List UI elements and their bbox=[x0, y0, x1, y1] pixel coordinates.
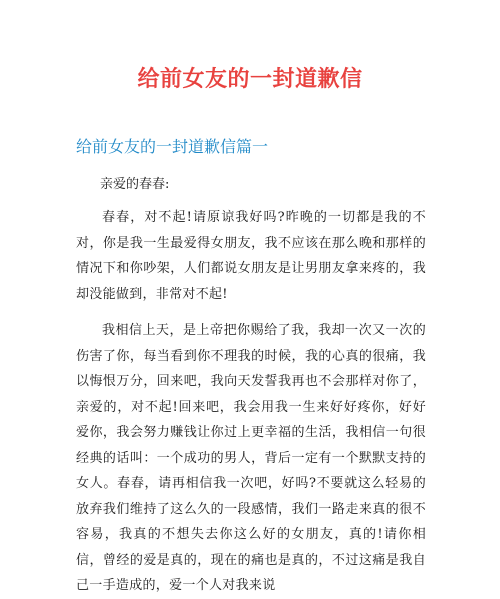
document-title: 给前女友的一封道歉信 bbox=[137, 67, 363, 92]
body-paragraph: 春春，对不起!请原谅我好吗?昨晚的一切都是我的不对，你是我一生最爱得女朋友，我不应该在那么晚和那样的情况下和你吵架，人们都说女朋友是让男朋友拿来疼的，我却没能做到，非常对不起! bbox=[76, 210, 426, 302]
letter-salutation: 亲爱的春春: bbox=[100, 177, 170, 192]
section-heading: 给前女友的一封道歉信篇一 bbox=[76, 137, 269, 156]
body-paragraph: 我相信上天，是上帝把你赐给了我，我却一次又一次的伤害了你，每当看到你不理我的时候，我的心真的很痛，我以悔恨万分，回来吧，我向天发誓我再也不会那样对你了，亲爱的，对不起!回来吧，我会用我一生来好好疼你，好好爱你，我会努力赚钱让你过上更幸福的生活，我相信一句很经典的话叫：一个成功的男人，背后一定有一个默默支持的女人。春春，请再相信我一次吧，好吗?不要就这么轻易的放弃我们维持了这么久的一段感情，我们一路走来真的很不容易，我真的不想失去你这么好的女朋友，真的!请你相信，曾经的爱是真的，现在的痛也是真的，不过这痛是我自己一手造成的，爱一个人对我来说 bbox=[76, 323, 426, 593]
